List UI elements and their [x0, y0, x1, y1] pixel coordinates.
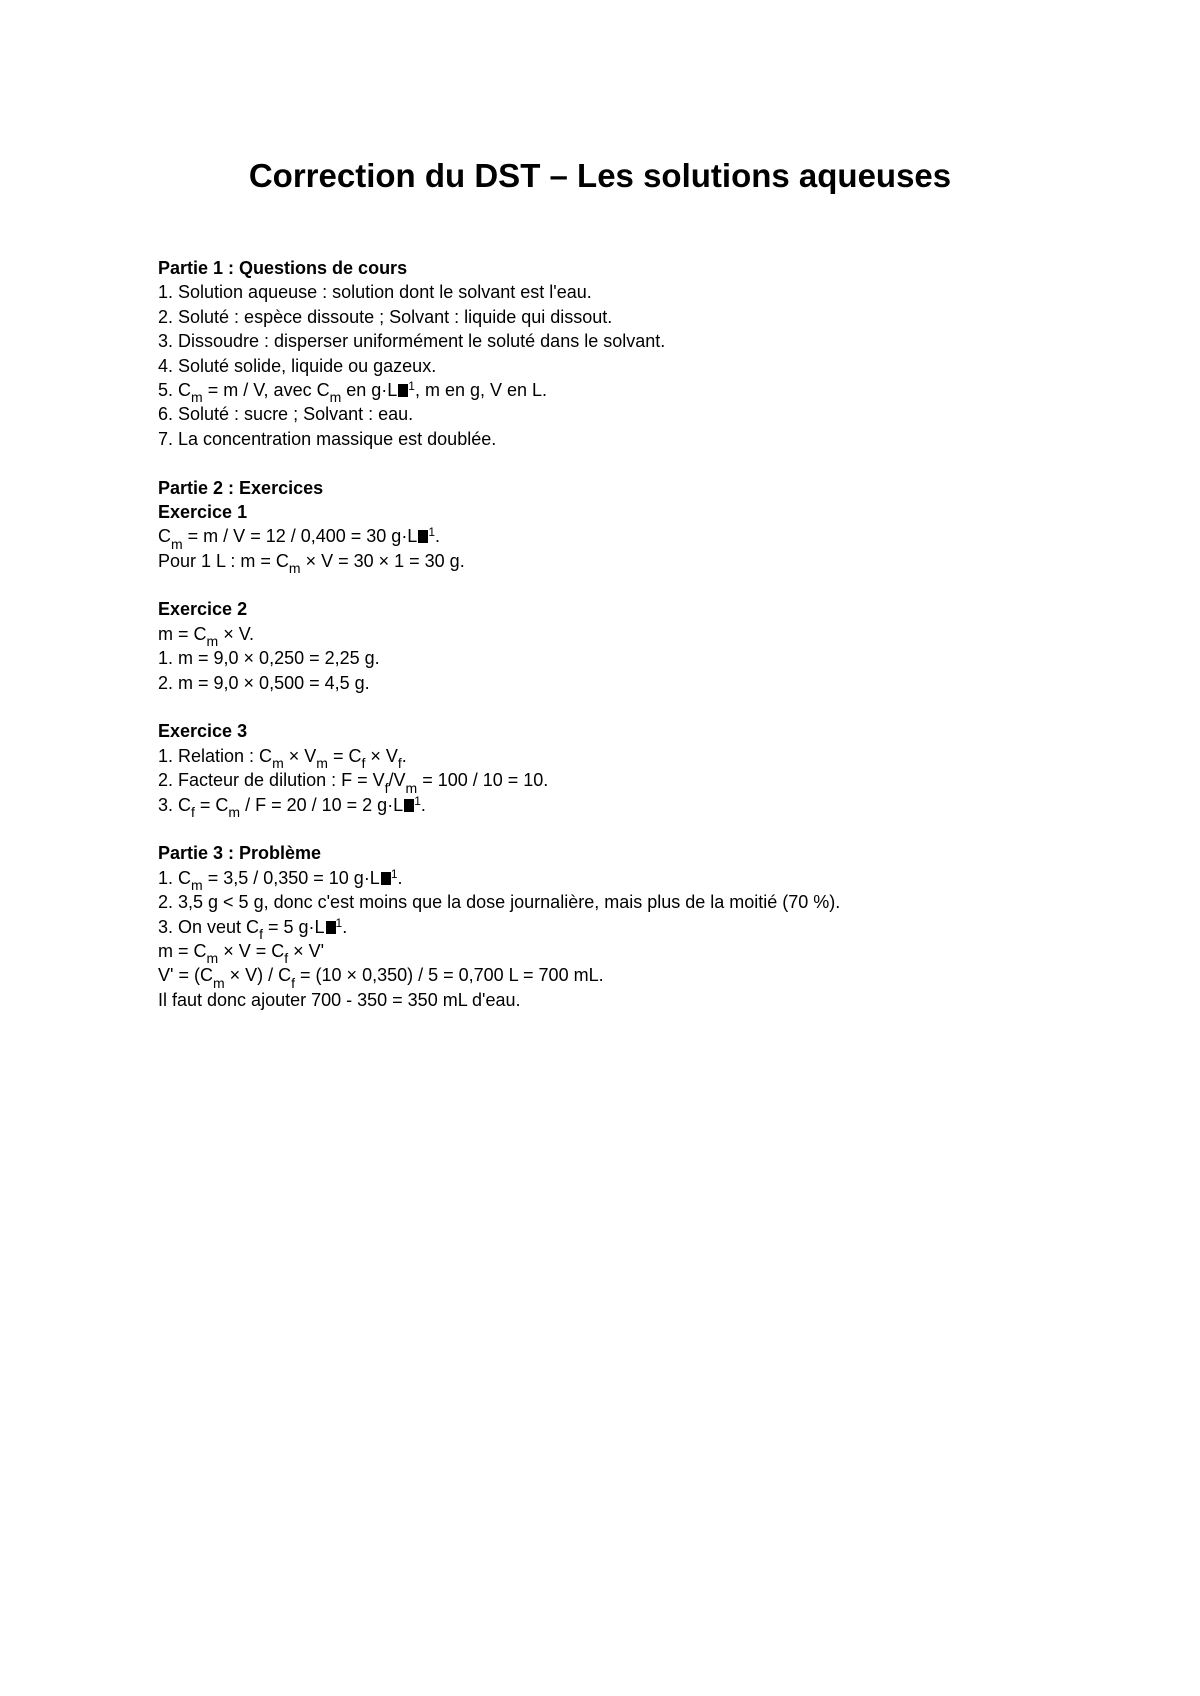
missing-glyph-box [326, 921, 336, 934]
text-run: = 100 / 10 = 10. [417, 770, 549, 791]
answer-line [158, 768, 1138, 796]
answer-line [158, 744, 1138, 772]
answer-line: 6. Soluté : sucre ; Solvant : eau. [158, 404, 414, 425]
spacer [158, 451, 1138, 475]
answer-line: Il faut donc ajouter 700 - 350 = 350 mL d'eau. [158, 989, 521, 1010]
text-run: = m / V, avec C [202, 379, 330, 400]
exercise-heading-1: Exercice 1 [158, 501, 248, 522]
answer-line [158, 378, 1138, 406]
text-run: = m / V = 12 / 0,400 = 30 g·L [182, 526, 418, 547]
answer-line: 2. m = 9,0 × 0,500 = 4,5 g. [158, 672, 370, 693]
subscript: m [191, 877, 203, 894]
text-run: = 3,5 / 0,350 = 10 g·L [202, 867, 380, 888]
subscript: f [291, 974, 296, 991]
text-run: . [342, 916, 348, 937]
text-run: , m en g, V en L. [414, 379, 548, 400]
subscript: f [384, 779, 389, 796]
text-run: × V = 30 × 1 = 30 g. [300, 550, 465, 571]
text-run: = C [194, 794, 229, 815]
section-heading-partie-3: Partie 3 : Problème [158, 843, 322, 864]
subscript: m [329, 389, 342, 406]
subscript: m [405, 779, 418, 796]
answer-line [158, 622, 1138, 650]
answer-line: 1. m = 9,0 × 0,250 = 2,25 g. [158, 648, 380, 669]
text-run: / F = 20 / 10 = 2 g·L [240, 794, 404, 815]
text-run: m = C [158, 623, 207, 644]
text-run: × V [365, 745, 398, 766]
document-body [158, 256, 1138, 1012]
subscript: m [288, 559, 301, 576]
answer-line: 1. Solution aqueuse : solution dont le solvant est l'eau. [158, 282, 592, 303]
subscript: m [316, 755, 328, 772]
missing-glyph-box [381, 872, 391, 885]
superscript: 1 [335, 915, 343, 930]
text-run: . [401, 745, 407, 766]
subscript: m [206, 633, 219, 650]
missing-glyph-box [418, 530, 428, 543]
subscript: m [228, 803, 241, 820]
subscript: f [397, 755, 402, 772]
subscript: m [191, 389, 203, 406]
answer-line [158, 793, 1138, 820]
answer-line [158, 866, 1138, 894]
spacer [158, 695, 1138, 719]
text-run: . [397, 867, 403, 888]
answer-line [158, 524, 1138, 552]
subscript: f [361, 755, 366, 772]
text-run: × V = C [218, 940, 285, 961]
subscript: m [272, 755, 284, 772]
answer-line: 3. Dissoudre : disperser uniformément le soluté dans le solvant. [158, 331, 666, 352]
answer-line [158, 939, 1138, 967]
spacer [158, 817, 1138, 841]
answer-line [158, 963, 1138, 991]
subscript: m [212, 974, 225, 991]
text-run: 3. C [158, 794, 192, 815]
subscript: f [191, 803, 195, 820]
section-heading-partie-1: Partie 1 : Questions de cours [158, 258, 408, 278]
text-run: 1. Relation : C [158, 745, 273, 766]
text-run: × V. [218, 623, 255, 644]
subscript: f [259, 925, 263, 942]
text-run: . [435, 526, 441, 547]
answer-line: 2. Soluté : espèce dissoute ; Solvant : liquide qui dissout. [158, 306, 613, 327]
answer-line [158, 549, 1138, 576]
text-run: = 5 g·L [262, 916, 325, 937]
text-run: 5. C [158, 379, 192, 400]
superscript: 1 [414, 793, 421, 808]
answer-line [158, 915, 1138, 942]
page-title: Correction du DST – Les solutions aqueuses [248, 157, 952, 194]
exercise-heading-3: Exercice 3 [158, 721, 248, 742]
text-run: 1. C [158, 867, 192, 888]
text-run: × V [283, 745, 317, 766]
text-run: = C [327, 745, 362, 766]
superscript: 1 [408, 378, 415, 393]
exercise-heading-2: Exercice 2 [158, 599, 248, 620]
text-run: V' = (C [158, 965, 213, 986]
text-run: /V [388, 770, 406, 791]
text-run: C [158, 526, 171, 547]
answer-line: 7. La concentration massique est doublée. [158, 428, 497, 449]
missing-glyph-box [398, 384, 408, 397]
text-run: 3. On veut C [158, 916, 260, 937]
text-run: m = C [158, 940, 207, 961]
missing-glyph-box [404, 799, 414, 812]
text-run: × V) / C [224, 965, 292, 986]
text-run: × V' [288, 940, 325, 961]
text-run: . [420, 794, 426, 815]
section-heading-partie-2: Partie 2 : Exercices [158, 477, 324, 498]
subscript: f [284, 950, 289, 967]
subscript: m [206, 950, 219, 967]
superscript: 1 [428, 525, 436, 540]
answer-line: 2. 3,5 g < 5 g, donc c'est moins que la dose journalière, mais plus de la moitié (70 %). [158, 892, 841, 913]
text-run: 2. Facteur de dilution : F = V [158, 770, 385, 791]
subscript: m [171, 535, 183, 552]
answer-line: 4. Soluté solide, liquide ou gazeux. [158, 355, 437, 376]
text-run: en g·L [341, 379, 398, 400]
spacer [158, 573, 1138, 597]
superscript: 1 [390, 866, 398, 881]
text-run: = (10 × 0,350) / 5 = 0,700 L = 700 mL. [295, 965, 604, 986]
text-run: Pour 1 L : m = C [158, 550, 289, 571]
